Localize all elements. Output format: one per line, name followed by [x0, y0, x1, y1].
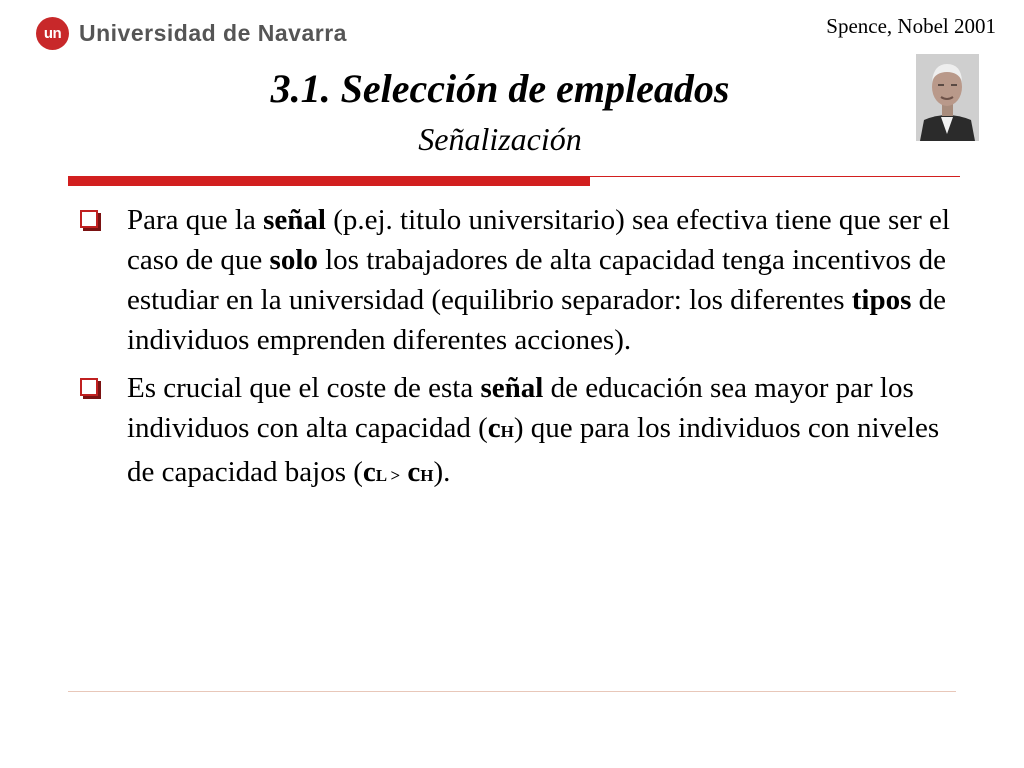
bullet-text: (p.ej. titulo universitario) sea efectiva tiene que ser el caso de que — [127, 204, 950, 276]
corner-note: Spence, Nobel 2001 — [826, 14, 996, 38]
bullet-text: Para que la — [127, 204, 264, 236]
bold-text: solo — [269, 244, 318, 276]
bullet-text: de individuos emprenden diferentes acciones). — [127, 284, 947, 356]
title-divider-thick — [68, 176, 590, 186]
bold-text: señal — [480, 372, 544, 404]
bold-text: señal — [263, 204, 326, 236]
bullet-item — [76, 200, 956, 360]
bold-text: tipos — [851, 284, 912, 316]
bullet-text: ). — [433, 456, 451, 488]
bullet-text: ) que para los individuos con niveles de capacidad bajos ( — [127, 412, 940, 488]
bold-text: c — [487, 412, 501, 444]
bold-text: c — [362, 456, 376, 488]
subscript-text: H — [420, 466, 434, 485]
bullet-text: los trabajadores de alta capacidad tenga incentivos de estudiar en la universidad (equilibrio separador: los diferentes — [127, 244, 946, 316]
footer-divider — [68, 691, 956, 692]
bullet-text: Es crucial que el coste de esta — [127, 372, 481, 404]
logo-badge-icon: un — [36, 17, 69, 50]
logo-wordmark: Universidad de Navarra — [79, 19, 347, 46]
hollow-square-bullet-icon — [80, 210, 98, 228]
university-logo — [36, 16, 347, 50]
title-divider-thin — [590, 176, 960, 177]
hollow-square-bullet-icon — [80, 378, 98, 396]
subscript-text: L > — [375, 466, 401, 485]
subscript-text: H — [500, 422, 514, 441]
slide-subtitle: Señalización — [418, 121, 582, 157]
bullet-list — [76, 200, 956, 504]
bold-text: c — [407, 456, 421, 488]
bullet-item — [76, 368, 956, 496]
bullet-text: de educación sea mayor par los individuos con alta capacidad ( — [127, 372, 914, 444]
slide-title: 3.1. Selección de empleados — [270, 66, 730, 111]
